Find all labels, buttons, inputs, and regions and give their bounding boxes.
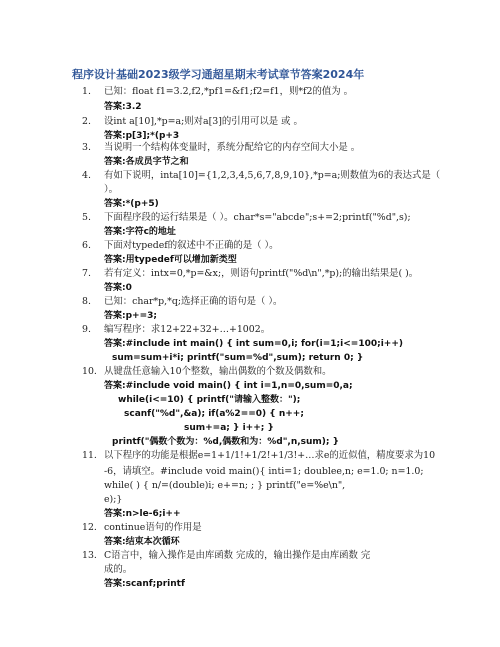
question-text: e);} xyxy=(104,494,123,505)
question-text: while( ) { n/=(double)i; e+=n; ; } printf("e=%e\n", xyxy=(104,480,346,491)
answer-text: 答案:3.2 xyxy=(104,102,142,112)
question-text: 已知：char*p,*q;选择正确的语句是（ ）。 xyxy=(104,296,283,307)
question-text: 有如下说明，inta[10]={1,2,3,4,5,6,7,8,9,10},*p=a;则数值为6的表达式是（ xyxy=(104,170,441,181)
answer-text: 答案:n>le-6;i++ xyxy=(104,509,181,519)
question-text: 下面程序段的运行结果是（ ）。char*s="abcde";s+=2;printf("%d",s); xyxy=(104,212,411,223)
item-number: 12. xyxy=(82,522,97,533)
answer-text: 答案:p[3];*(p+3 xyxy=(104,131,180,141)
answer-text: 答案:scanf;printf xyxy=(104,579,185,589)
answer-text: scanf("%d",&a); if(a%2==0) { n++; xyxy=(124,409,304,419)
answer-text: 答案:p+=3; xyxy=(104,311,157,321)
question-text: 从键盘任意输入10个整数，输出偶数的个数及偶数和。 xyxy=(104,366,332,377)
answer-text: 答案:#include void main() { int i=1,n=0,sum=0,a; xyxy=(104,381,353,391)
question-text: C语言中，输入操作是由库函数 完成的，输出操作是由库函数 完 xyxy=(104,550,371,561)
question-text: continue语句的作用是 xyxy=(104,522,202,533)
answer-text: 答案:结束本次循环 xyxy=(104,537,180,547)
answer-text: while(i<=10) { printf("请输入整数："); xyxy=(118,395,301,405)
answer-text: 答案:#include int main() { int sum=0,i; for(i=1;i<=100;i++) xyxy=(104,339,403,349)
question-text: 设int a[10],*p=a;则对a[3]的引用可以是 或 。 xyxy=(104,116,303,127)
item-number: 7. xyxy=(82,268,91,279)
item-number: 1. xyxy=(82,86,91,97)
item-number: 11. xyxy=(82,450,97,461)
question-text: -6，请填空。#include void main(){ inti=1; doublee,n; e=1.0; n=1.0; xyxy=(104,466,424,477)
question-text: 当说明一个结构体变量时，系统分配给它的内存空间大小是 。 xyxy=(104,142,361,153)
answer-text: sum=sum+i*i; printf("sum=%d",sum); return 0; } xyxy=(112,353,364,363)
answer-text: 答案:各成员字节之和 xyxy=(104,157,189,167)
item-number: 3. xyxy=(82,142,91,153)
answer-text: printf("偶数个数为：%d,偶数和为：%d",n,sum); } xyxy=(112,437,340,447)
question-text: 以下程序的功能是根据e=1+1/1!+1/2!+1/3!+…求e的近似值，精度要求为10 xyxy=(104,450,436,461)
item-number: 2. xyxy=(82,116,91,127)
answer-text: 答案:字符c的地址 xyxy=(104,227,176,237)
item-number: 5. xyxy=(82,212,91,223)
item-number: 4. xyxy=(82,170,91,181)
answer-text: 答案:*(p+5) xyxy=(104,199,159,209)
answer-text: sum+=a; } i++; } xyxy=(184,423,274,433)
page-title: 程序设计基础2023级学习通超星期末考试章节答案2024年 xyxy=(72,68,365,81)
question-text: 编写程序：求12+22+32+…+1002。 xyxy=(104,324,271,335)
item-number: 9. xyxy=(82,324,91,335)
answer-text: 答案:用typedef可以增加新类型 xyxy=(104,255,237,265)
question-text: ）。 xyxy=(104,184,119,195)
question-text: 下面对typedef的叙述中不正确的是（ ）。 xyxy=(104,240,279,251)
answer-text: 答案:0 xyxy=(104,283,132,293)
item-number: 13. xyxy=(82,550,97,561)
question-text: 成的。 xyxy=(104,564,133,575)
item-number: 6. xyxy=(82,240,91,251)
item-number: 8. xyxy=(82,296,91,307)
question-text: 已知：float f1=3.2,f2,*pf1=&f1;f2=f1，则*f2的值为 。 xyxy=(104,86,353,97)
item-number: 10. xyxy=(82,366,97,377)
question-text: 若有定义：intx=0,*p=&x;，则语句printf("%d\n",*p);的输出结果是( )。 xyxy=(104,268,419,279)
